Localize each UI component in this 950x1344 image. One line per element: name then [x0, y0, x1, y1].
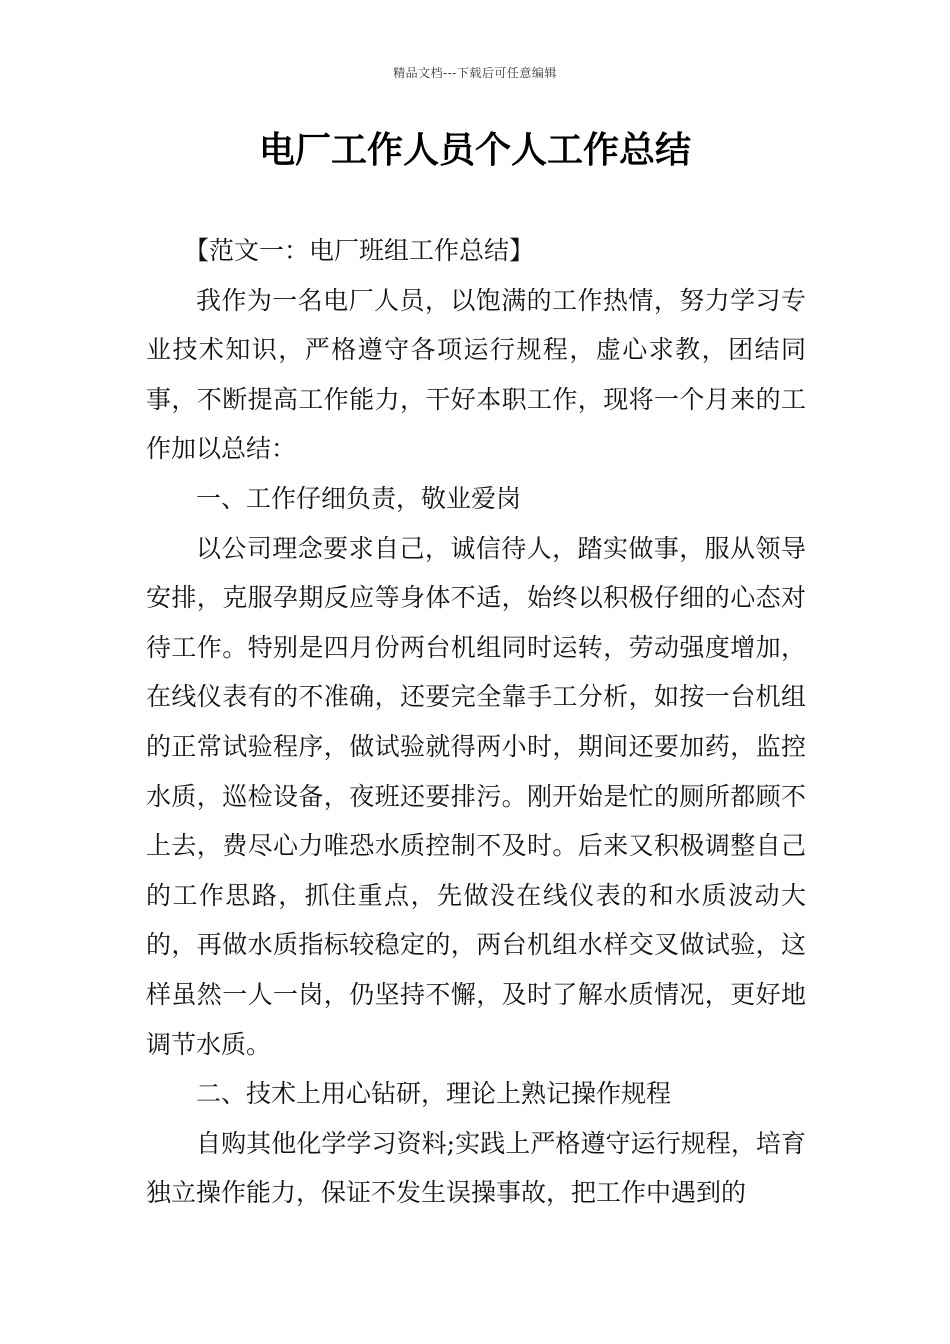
paragraph-example-heading: 【范文一：电厂班组工作总结】 [184, 236, 535, 265]
section-heading-1: 一、工作仔细负责，敬业爱岗 [196, 483, 522, 513]
document-header-note: 精品文档---下载后可任意编辑 [393, 66, 557, 80]
document-title: 电厂工作人员个人工作总结 [258, 129, 691, 171]
document-body [146, 226, 806, 1218]
paragraph-intro: 我作为一名电厂人员，以饱满的工作热情，努力学习专业技术知识，严格遵守各项运行规程，虚心求教，团结同事，不断提高工作能力，干好本职工作，现将一个月来的工作加以总结： [146, 285, 806, 464]
paragraph-section-1: 以公司理念要求自己，诚信待人，踏实做事，服从领导安排，克服孕期反应等身体不适，始终以积极仔细的心态对待工作。特别是四月份两台机组同时运转，劳动强度增加，在线仪表有的不准确，还要完全靠手工分析，如按一台机组的正常试验程序，做试验就得两小时，期间还要加药，监控水质，巡检设备，夜班还要排污。刚开始是忙的厕所都顾不上去，费尽心力唯恐水质控制不及时。后来又积极调整自己的工作思路，抓住重点，先做没在线仪表的和水质波动大的，再做水质指标较稳定的，两台机组水样交叉做试验，这样虽然一人一岗，仍坚持不懈，及时了解水质情况，更好地调节水质。 [146, 533, 806, 1059]
paragraph-section-2: 自购其他化学学习资料;实践上严格遵守运行规程，培育独立操作能力，保证不发生误操事故，把工作中遇到的 [146, 1128, 806, 1208]
section-heading-2: 二、技术上用心钻研，理论上熟记操作规程 [196, 1079, 672, 1109]
